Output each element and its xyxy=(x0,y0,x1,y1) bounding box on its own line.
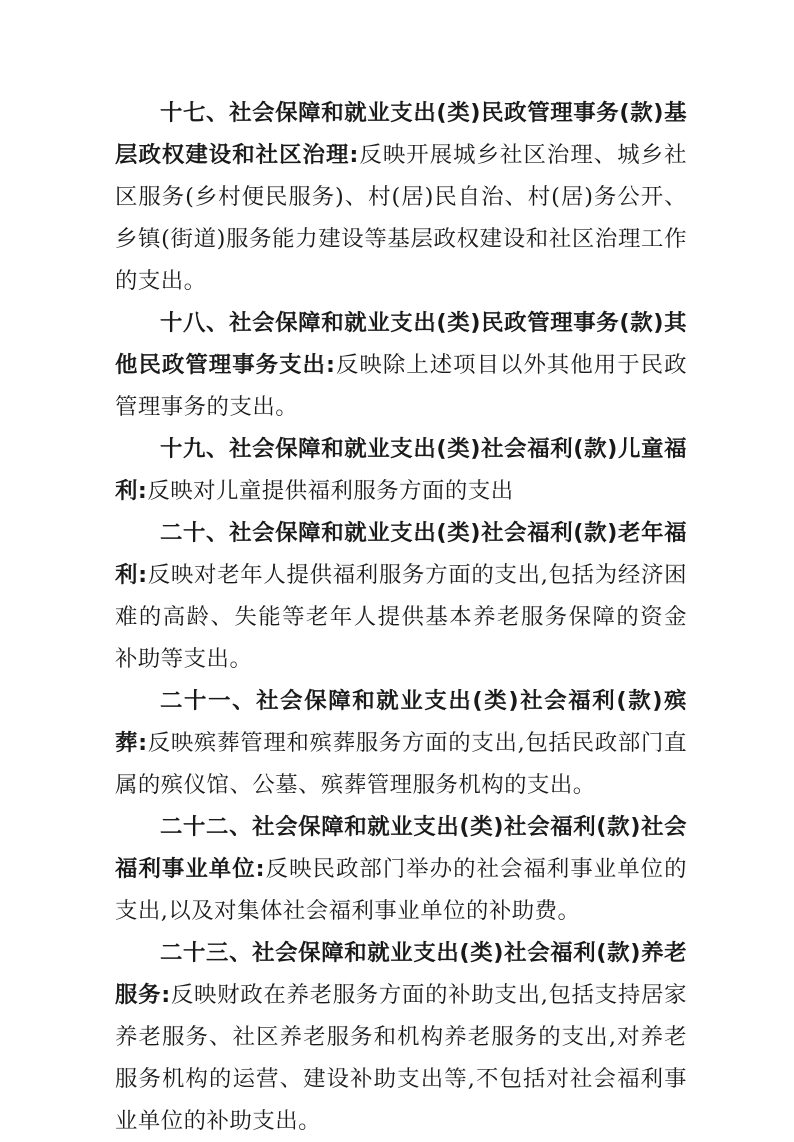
item-20 xyxy=(115,512,687,680)
item-23 xyxy=(115,932,687,1142)
item-18 xyxy=(115,302,687,428)
item-23-body: 反映财政在养老服务方面的补助支出,包括支持居家养老服务、社区养老服务和机构养老服务的支出,对养老服务机构的运营、建设补助支出等,不包括对社会福利事业单位的补助支出。 xyxy=(115,982,687,1134)
item-23-heading: 二十三、社会保障和就业支出(类)社会福利(款)养老服务: xyxy=(115,940,687,1008)
item-18-heading: 十八、社会保障和就业支出(类)民政管理事务(款)其他民政管理事务支出: xyxy=(115,310,687,378)
item-17 xyxy=(115,92,687,302)
item-22-heading: 二十二、社会保障和就业支出(类)社会福利(款)社会福利事业单位: xyxy=(115,814,687,882)
item-21 xyxy=(115,680,687,806)
item-20-heading: 二十、社会保障和就业支出(类)社会福利(款)老年福利: xyxy=(115,520,687,588)
item-22-body: 反映民政部门举办的社会福利事业单位的支出,以及对集体社会福利事业单位的补助费。 xyxy=(115,856,687,924)
item-18-body: 反映除上述项目以外其他用于民政管理事务的支出。 xyxy=(115,352,687,420)
item-17-body: 反映开展城乡社区治理、城乡社区服务(乡村便民服务)、村(居)民自治、村(居)务公开、乡镇(街道)服务能力建设等基层政权建设和社区治理工作的支出。 xyxy=(115,142,687,294)
item-21-body: 反映殡葬管理和殡葬服务方面的支出,包括民政部门直属的殡仪馆、公墓、殡葬管理服务机构的支出。 xyxy=(115,730,687,798)
item-19-heading: 十九、社会保障和就业支出(类)社会福利(款)儿童福利: xyxy=(115,436,687,504)
item-22 xyxy=(115,806,687,932)
item-19 xyxy=(115,428,687,512)
item-17-heading: 十七、社会保障和就业支出(类)民政管理事务(款)基层政权建设和社区治理: xyxy=(115,100,687,168)
item-21-heading: 二十一、社会保障和就业支出(类)社会福利(款)殡葬: xyxy=(115,688,687,756)
document-page xyxy=(115,92,687,1142)
item-20-body: 反映对老年人提供福利服务方面的支出,包括为经济困难的高龄、失能等老年人提供基本养老服务保障的资金补助等支出。 xyxy=(115,562,687,672)
item-19-body: 反映对儿童提供福利服务方面的支出 xyxy=(147,478,514,504)
